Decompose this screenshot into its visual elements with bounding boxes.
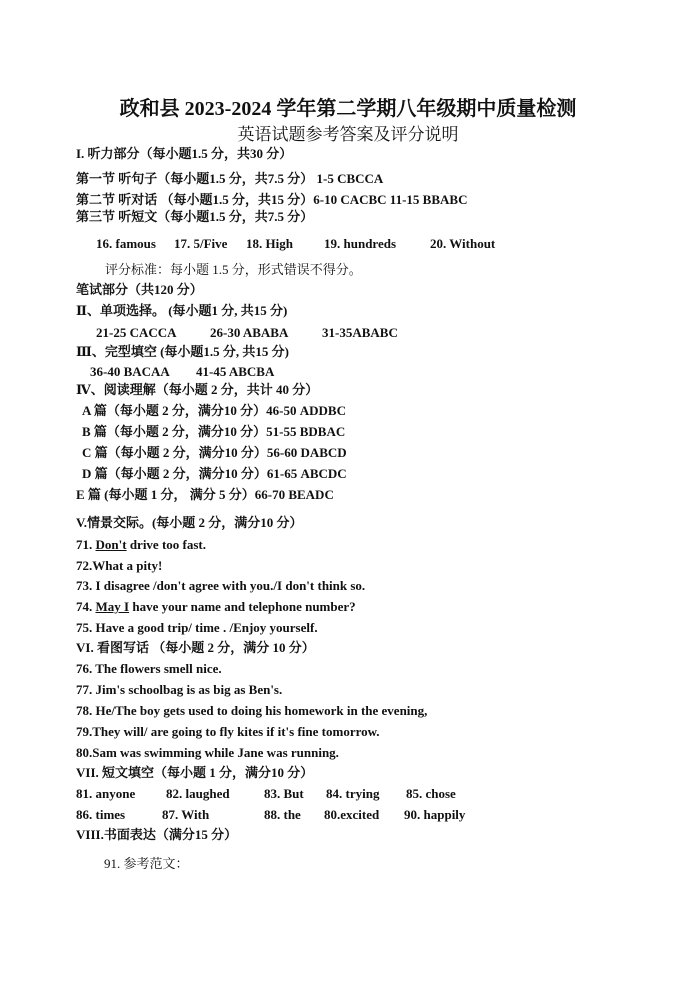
answer-18: 18. High bbox=[246, 236, 293, 251]
answer-75: 75. Have a good trip/ time . /Enjoy yourself. bbox=[76, 620, 318, 635]
page-subtitle: 英语试题参考答案及评分说明 bbox=[237, 125, 459, 144]
answer-36-40: 36-40 BACAA bbox=[90, 364, 170, 379]
answer-41-45: 41-45 ABCBA bbox=[196, 364, 275, 379]
page-title: 政和县 2023-2024 学年第二学期八年级期中质量检测 bbox=[119, 98, 577, 120]
answer-89: 80.excited bbox=[324, 807, 380, 822]
listening-section-1: 第一节 听句子（每小题1.5 分，共7.5 分） 1-5 CBCCA bbox=[76, 171, 384, 186]
answer-77: 77. Jim's schoolbag is as big as Ben's. bbox=[76, 682, 283, 697]
listening-section-3: 第三节 听短文（每小题1.5 分，共7.5 分） bbox=[76, 209, 314, 224]
writing-header: VIII.书面表达（满分15 分） bbox=[76, 827, 238, 842]
answer-82: 82. laughed bbox=[166, 786, 230, 801]
answer-80: 80.Sam was swimming while Jane was running. bbox=[76, 745, 339, 760]
answer-20: 20. Without bbox=[430, 236, 496, 251]
answer-74-number: 74. bbox=[76, 599, 96, 614]
answer-86: 86. times bbox=[76, 807, 126, 822]
answer-78: 78. He/The boy gets used to doing his homework in the evening, bbox=[76, 703, 428, 718]
cloze-text-header: VII. 短文填空（每小题 1 分，满分10 分） bbox=[76, 765, 314, 780]
sample-essay-label: 91. 参考范文： bbox=[104, 856, 189, 871]
answer-90: 90. happily bbox=[404, 807, 466, 822]
answer-72: 72.What a pity! bbox=[76, 558, 163, 573]
reading-c: C 篇（每小题 2 分，满分10 分）56-60 DABCD bbox=[82, 445, 347, 460]
reading-a: A 篇（每小题 2 分，满分10 分）46-50 ADDBC bbox=[82, 403, 346, 418]
answer-19: 19. hundreds bbox=[324, 236, 397, 251]
answer-74-key: May I bbox=[95, 599, 130, 614]
dialogue-header: V.情景交际。(每小题 2 分，满分10 分） bbox=[76, 515, 303, 530]
picture-writing-header: VI. 看图写话 （每小题 2 分，满分 10 分） bbox=[76, 640, 315, 655]
answer-74-rest: have your name and telephone number? bbox=[129, 599, 356, 614]
answer-87: 87. With bbox=[162, 807, 210, 822]
answer-71-rest: drive too fast. bbox=[126, 537, 206, 552]
answer-71-key: Don't bbox=[95, 537, 127, 552]
reading-d: D 篇（每小题 2 分，满分10 分）61-65 ABCDC bbox=[82, 466, 347, 481]
answer-79: 79.They will/ are going to fly kites if it's fine tomorrow. bbox=[76, 724, 380, 739]
answer-83: 83. But bbox=[264, 786, 304, 801]
answer-84: 84. trying bbox=[326, 786, 380, 801]
answer-26-30: 26-30 ABABA bbox=[210, 325, 289, 340]
reading-e: E 篇 (每小题 1 分， 满分 5 分）66-70 BEADC bbox=[76, 487, 334, 502]
answer-81: 81. anyone bbox=[76, 786, 136, 801]
answer-74 bbox=[76, 598, 356, 615]
listening-header: I. 听力部分（每小题1.5 分，共30 分） bbox=[76, 146, 293, 161]
listening-section-2: 第二节 听对话 （每小题1.5 分，共15 分）6-10 CACBC 11-15 BBABC bbox=[76, 192, 468, 207]
answer-76: 76. The flowers smell nice. bbox=[76, 661, 222, 676]
answer-16: 16. famous bbox=[96, 236, 156, 251]
answer-17: 17. 5/Five bbox=[174, 236, 228, 251]
single-choice-header: Ⅱ、单项选择。 (每小题1 分, 共15 分) bbox=[76, 303, 288, 318]
answer-71 bbox=[76, 536, 206, 553]
answer-73: 73. I disagree /don't agree with you./I don't think so. bbox=[76, 578, 366, 593]
reading-header: Ⅳ、阅读理解（每小题 2 分，共计 40 分） bbox=[76, 382, 319, 397]
written-header: 笔试部分（共120 分） bbox=[76, 282, 203, 297]
answer-85: 85. chose bbox=[406, 786, 456, 801]
answer-88: 88. the bbox=[264, 807, 301, 822]
scoring-note: 评分标准：每小题 1.5 分，形式错误不得分。 bbox=[105, 262, 362, 277]
answer-71-number: 71. bbox=[76, 537, 96, 552]
cloze-header: Ⅲ、完型填空 (每小题1.5 分, 共15 分) bbox=[76, 344, 289, 359]
answer-21-25: 21-25 CACCA bbox=[96, 325, 177, 340]
reading-b: B 篇（每小题 2 分，满分10 分）51-55 BDBAC bbox=[82, 424, 346, 439]
answer-31-35: 31-35ABABC bbox=[322, 325, 398, 340]
